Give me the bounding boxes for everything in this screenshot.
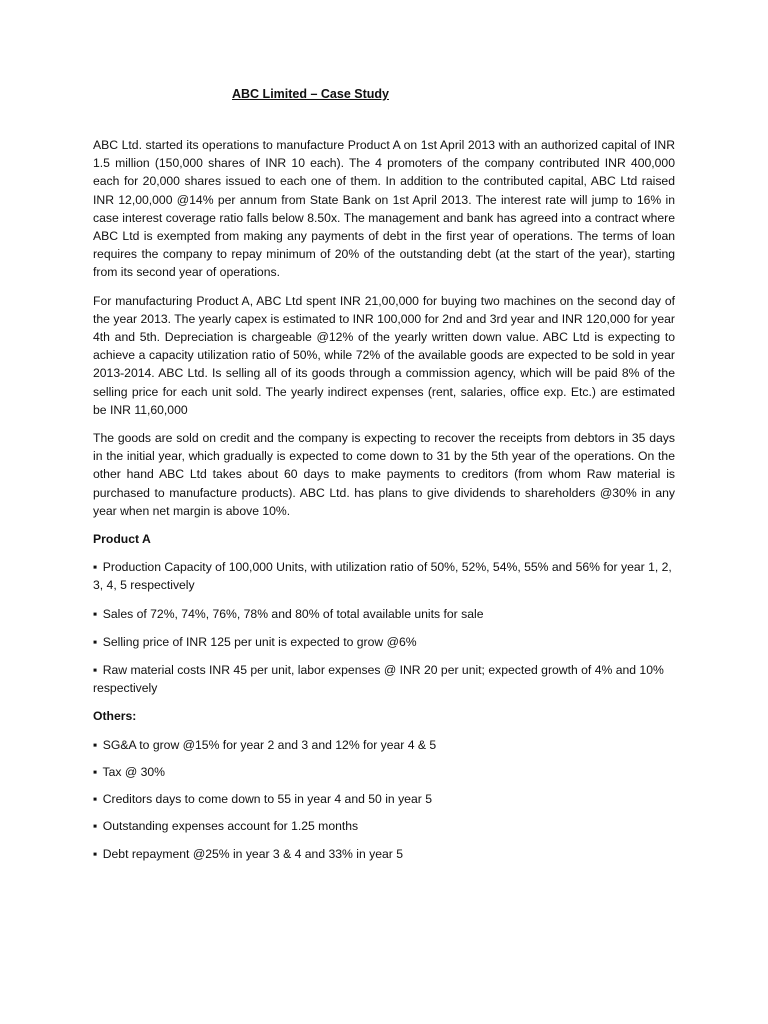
product-bullet-raw-material bbox=[93, 661, 675, 697]
product-bullet-capacity bbox=[93, 558, 675, 594]
product-bullet-sales bbox=[93, 605, 675, 623]
bullet-text: Creditors days to come down to 55 in year 4 and 50 in year 5 bbox=[102, 792, 432, 807]
credit-terms-paragraph: The goods are sold on credit and the company is expecting to recover the receipts from debtors in 35 days in the initial year, which gradually is expected to come down to 31 by the 5th year of the operations. On the other hand ABC Ltd takes about 60 days to make payments to creditors (from whom Raw material is purchased to manufacture products). ABC Ltd. has plans to give dividends to shareholders @30% in any year when net margin is above 10%. bbox=[93, 431, 675, 518]
bullet-marker: ▪ bbox=[93, 606, 98, 621]
bullet-text: Sales of 72%, 74%, 76%, 78% and 80% of total available units for sale bbox=[102, 606, 484, 621]
bullet-text: Production Capacity of 100,000 Units, with utilization ratio of 50%, 52%, 54%, 55% and 56% for year 1, 2, 3, 4, 5 respectively bbox=[93, 560, 672, 593]
manufacturing-paragraph: For manufacturing Product A, ABC Ltd spent INR 21,00,000 for buying two machines on the second day of the year 2013. The yearly capex is estimated to INR 100,000 for 2nd and 3rd year and INR 120,000 for year 4th and 5th. Depreciation is chargeable @12% of the yearly written down value. ABC Ltd is expecting to achieve a capacity utilization ratio of 50%, while 72% of the available goods are expected to be sold in year 2013-2014. ABC Ltd. Is selling all of its goods through a commission agency, which will be paid 8% of the selling price for each unit sold. The yearly indirect expenses (rent, salaries, office exp. Etc.) are estimated be INR 11,60,000 bbox=[93, 293, 675, 417]
product-a-heading: Product A bbox=[93, 532, 151, 547]
bullet-text: Selling price of INR 125 per unit is expected to grow @6% bbox=[102, 634, 417, 649]
bullet-marker: ▪ bbox=[93, 634, 98, 649]
others-bullet-debt-repayment bbox=[93, 845, 675, 863]
bullet-text: Outstanding expenses account for 1.25 months bbox=[102, 819, 359, 834]
bullet-text: Debt repayment @25% in year 3 & 4 and 33% in year 5 bbox=[102, 846, 404, 861]
document-body bbox=[93, 136, 675, 872]
bullet-marker: ▪ bbox=[93, 792, 98, 807]
intro-paragraph: ABC Ltd. started its operations to manufacture Product A on 1st April 2013 with an authorized capital of INR 1.5 million (150,000 shares of INR 10 each). The 4 promoters of the company contributed INR 400,000 each for 20,000 shares issued to each one of them. In addition to the contributed capital, ABC Ltd raised INR 12,00,000 @14% per annum from State Bank on 1st April 2013. The interest rate will jump to 16% in case interest coverage ratio falls below 8.50x. The management and bank has agreed into a contract where ABC Ltd is exempted from making any payments of debt in the first year of operations. The terms of loan requires the company to repay minimum of 20% of the outstanding debt (at the start of the year), starting from its second year of operations. bbox=[93, 138, 675, 280]
bullet-marker: ▪ bbox=[93, 737, 98, 752]
others-bullet-outstanding-expenses bbox=[93, 817, 675, 835]
bullet-text: Raw material costs INR 45 per unit, labor expenses @ INR 20 per unit; expected growth of 4% and 10% respectively bbox=[93, 663, 664, 696]
bullet-marker: ▪ bbox=[93, 819, 98, 834]
others-bullet-sga bbox=[93, 736, 675, 754]
bullet-marker: ▪ bbox=[93, 846, 98, 861]
bullet-text: Tax @ 30% bbox=[102, 764, 166, 779]
others-bullet-tax bbox=[93, 763, 675, 781]
document-title: ABC Limited – Case Study bbox=[232, 87, 389, 101]
others-heading: Others: bbox=[93, 709, 137, 724]
product-bullet-selling-price bbox=[93, 633, 675, 651]
bullet-text: SG&A to grow @15% for year 2 and 3 and 12% for year 4 & 5 bbox=[102, 737, 437, 752]
bullet-marker: ▪ bbox=[93, 764, 98, 779]
others-bullet-creditors bbox=[93, 790, 675, 808]
bullet-marker: ▪ bbox=[93, 560, 98, 575]
bullet-marker: ▪ bbox=[93, 663, 98, 678]
